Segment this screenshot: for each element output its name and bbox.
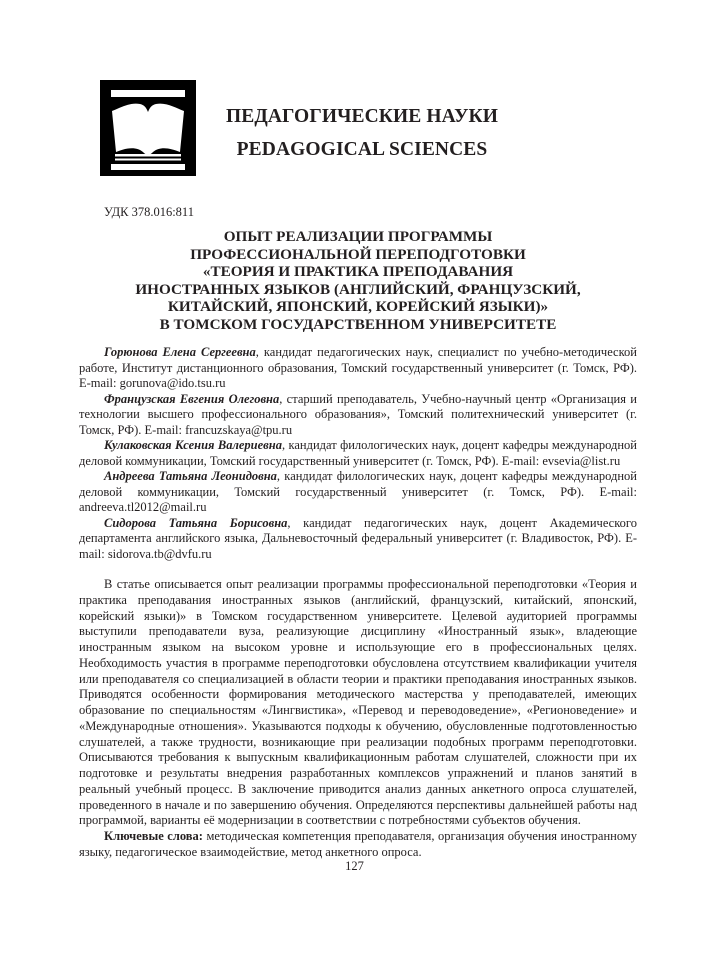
author-affiliation: , кандидат педагогических наук, доцент Академического департамента английского языка, Дальневосточный федеральный университет (г. Владивосток, РФ). E-mail: sidorova.tb@dvfu.ru — [79, 515, 637, 561]
article-title-line: В ТОМСКОМ ГОСУДАРСТВЕННОМ УНИВЕРСИТЕТЕ — [159, 315, 557, 333]
abstract — [79, 577, 637, 861]
article-title-line: ИНОСТРАННЫХ ЯЗЫКОВ (АНГЛИЙСКИЙ, ФРАНЦУЗСКИЙ, — [135, 280, 581, 298]
author-entry — [79, 392, 637, 439]
author-name: Сидорова Татьяна Борисовна — [104, 515, 288, 530]
author-entry — [79, 469, 637, 516]
author-affiliation: , кандидат педагогических наук, специалист по учебно-методической работе, Институт дистанционного образования, Томский государственный университет (г. Томск, РФ). E-mail: gorunova@ido.tsu.ru — [79, 345, 637, 390]
section-title-en: PEDAGOGICAL SCIENCES — [236, 139, 488, 160]
article-title-line: «ТЕОРИЯ И ПРАКТИКА ПРЕПОДАВАНИЯ — [202, 263, 514, 281]
article-title-line: ПРОФЕССИОНАЛЬНОЙ ПЕРЕПОДГОТОВКИ — [190, 245, 526, 263]
author-entry — [79, 345, 637, 392]
author-name: Французская Евгения Олеговна — [104, 391, 280, 406]
author-list — [79, 345, 637, 562]
keywords — [79, 829, 637, 861]
abstract-text: В статье описывается опыт реализации программы профессиональной переподготовки «Теория и практика преподавания иностранных языков (английский, французский, китайский, японский, корейский языки)» в Томском государственном университете. Целевой аудиторией программы выступили преподаватели вуза, реализующие дисциплину «Иностранный язык», владеющие иностранным языком на высоком уровне и использующие его в профессиональных целях. Необходимость участия в программе переподготовки обусловлена отсутствием квалификации учителя или преподавателя со специализацией в области теории и практики преподавания иностранных языков. Приводятся особенности формирования методического мастерства у преподавателей, имеющих образование по специальностям «Лингвистика», «Перевод и переводоведение», «Регионоведение» и «Международные отношения». Указываются подходы к обучению, обусловленные подготовленностью слушателей, а также трудности, возникающие при реализации подобных программ переподготовки. Описываются требования к выпускным квалификационным работам слушателей, сложности при их подготовке и результаты внедрения разработанных комплексов упражнений и планов занятий в реальный учебный процесс. В заключение приводится анализ данных анкетного опроса слушателей, проведенного в начале и по завершению обучения. Определяются перспективы дальнейшей работы над программой, варианты её модернизации в соответствии с потребностями субъектов обучения. — [79, 577, 637, 828]
author-affiliation: , кандидат филологических наук, доцент кафедры международной деловой коммуникации, Томский государственный университет (г. Томск, РФ). E-mail: andreeva.tl2012@mail.ru — [79, 469, 637, 514]
keywords-label: Ключевые слова: — [104, 829, 203, 843]
keywords-list: методическая компетенция преподавателя, организация обучения иностранному языку, педагогическое взаимодействие, метод анкетного опроса. — [79, 829, 637, 859]
author-name: Кулаковская Ксения Валериевна — [104, 438, 282, 452]
page-number: 127 — [345, 859, 364, 873]
author-name: Горюнова Елена Сергеевна — [104, 345, 256, 359]
udk-code: УДК 378.016:811 — [104, 205, 194, 219]
author-affiliation: , кандидат филологических наук, доцент кафедры международной деловой коммуникации, Томский государственный университет (г. Томск, РФ). E-mail: evsevia@list.ru — [79, 438, 637, 468]
author-entry — [79, 516, 637, 563]
author-entry — [79, 438, 637, 469]
article-title-line: КИТАЙСКИЙ, ЯПОНСКИЙ, КОРЕЙСКИЙ ЯЗЫКИ)» — [167, 298, 549, 316]
author-affiliation: , старший преподаватель, Учебно-научный центр «Организация и технологии высшего профессионального образования», Томский политехнический университет (г. Томск, РФ). E-mail: francuzskaya@tpu.ru — [79, 391, 637, 437]
section-title-ru: ПЕДАГОГИЧЕСКИЕ НАУКИ — [225, 106, 499, 127]
article-title — [79, 228, 637, 334]
article-title-line: ОПЫТ РЕАЛИЗАЦИИ ПРОГРАММЫ — [223, 228, 493, 245]
open-book-emblem-icon — [100, 80, 196, 176]
author-name: Андреева Татьяна Леонидовна — [104, 469, 277, 483]
